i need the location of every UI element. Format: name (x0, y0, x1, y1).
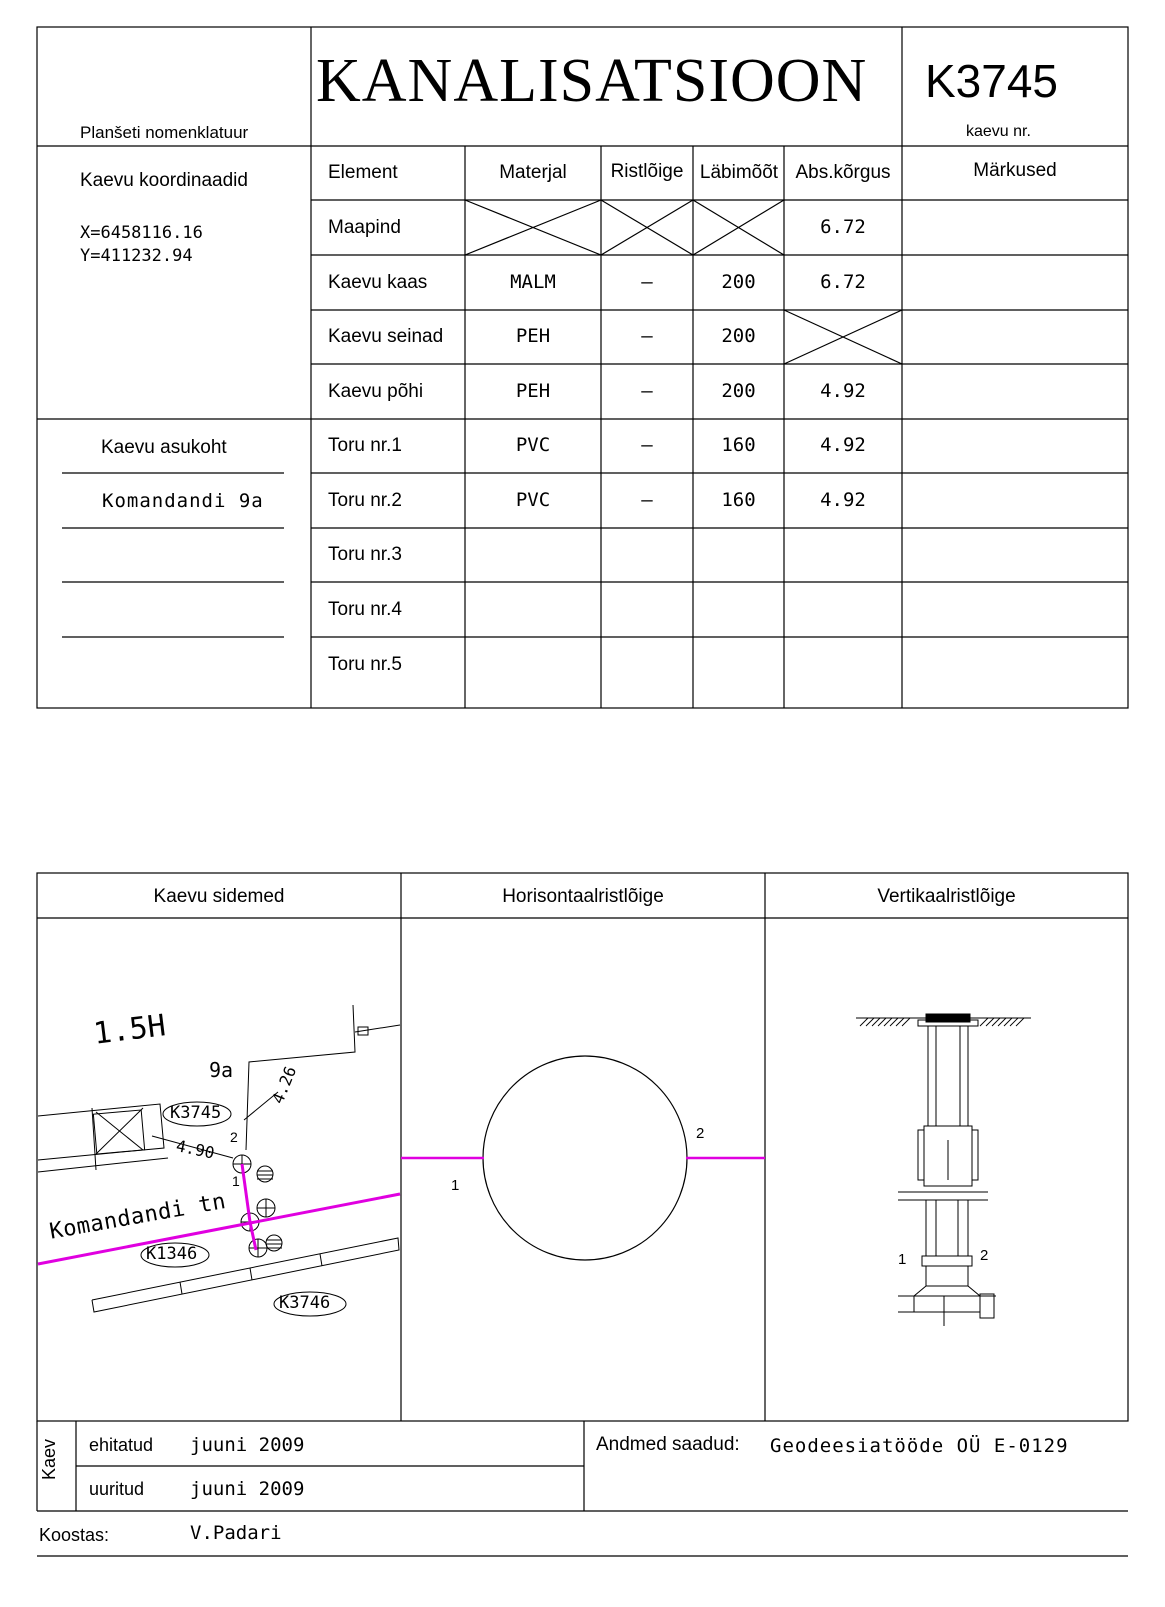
map-distance-2: 4.90 (174, 1136, 217, 1163)
table-cell-labimoot: 160 (721, 434, 756, 456)
col-header-materjal: Materjal (499, 162, 567, 183)
map-well-main: K3745 (170, 1103, 222, 1123)
table-cell-abs: 4.92 (820, 380, 866, 402)
table-cell-abs: 6.72 (820, 216, 866, 238)
vertical-section (856, 1014, 1031, 1326)
map-pipe-2-label: 2 (230, 1129, 238, 1145)
site-plan (38, 1005, 400, 1316)
table-cell-materjal: PEH (515, 325, 551, 347)
table-cell-labimoot: 200 (721, 380, 756, 402)
horizontal-section (401, 1056, 765, 1260)
table-cell-element: Kaevu põhi (328, 381, 424, 402)
table-cell-abs: 4.92 (820, 434, 866, 456)
map-well-k3746: K3746 (279, 1293, 331, 1313)
footer-author-value: V.Padari (190, 1522, 282, 1544)
table-cell-labimoot: 160 (721, 489, 756, 511)
table-cell-ristloige: – (641, 434, 653, 456)
footer-source-label: Andmed saadud: (596, 1434, 740, 1455)
vsection-pipe-1-label: 1 (898, 1251, 907, 1268)
col-header-markused: Märkused (973, 160, 1057, 181)
map-street-name: Komandandi tn (47, 1189, 228, 1245)
col-header-labimoot: Läbimõõt (699, 162, 779, 183)
footer-kaev-label: Kaev (39, 1438, 59, 1480)
table-cell-element: Toru nr.2 (328, 490, 402, 511)
location-label: Kaevu asukoht (101, 437, 227, 458)
map-zone-label: 1.5H (91, 1008, 168, 1052)
map-distance-1: 4.26 (268, 1063, 301, 1107)
table-cell-element: Maapind (328, 217, 401, 238)
footer-surveyed-label: uuritud (89, 1479, 145, 1499)
footer-source-value: Geodeesiatööde OÜ E-0129 (770, 1435, 1069, 1457)
table-cell-element: Toru nr.3 (328, 544, 402, 565)
col-header-abs-korgus: Abs.kõrgus (795, 162, 891, 183)
map-pipe-1-label: 1 (232, 1173, 240, 1189)
table-cell-ristloige: – (641, 380, 653, 402)
footer-built-label: ehitatud (89, 1435, 154, 1455)
section-header-horisontaal: Horisontaalristlõige (502, 886, 664, 907)
table-cell-element: Kaevu seinad (328, 326, 444, 347)
table-cell-ristloige: – (641, 325, 653, 347)
section-header-vertikaal: Vertikaalristlõige (877, 886, 1016, 907)
document-title: KANALISATSIOON (316, 47, 868, 115)
map-house-number: 9a (209, 1058, 234, 1082)
location-line-1: Komandandi 9a (102, 490, 264, 512)
footer-author-label: Koostas: (39, 1525, 110, 1545)
well-id-caption: kaevu nr. (966, 123, 1031, 140)
table-cell-materjal: MALM (510, 271, 556, 293)
col-header-element: Element (328, 162, 398, 183)
table-cell-abs: 4.92 (820, 489, 866, 511)
table-cell-element: Toru nr.5 (328, 654, 402, 675)
table-cell-element: Kaevu kaas (328, 272, 428, 293)
nomenklatuur-label: Planšeti nomenklatuur (80, 123, 249, 142)
table-cell-labimoot: 200 (721, 271, 756, 293)
footer-built-value: juuni 2009 (190, 1434, 305, 1456)
table-cell-ristloige: – (641, 271, 653, 293)
table-cell-ristloige: – (641, 489, 653, 511)
well-id: K3745 (925, 55, 1059, 107)
map-well-k1346: K1346 (146, 1244, 198, 1264)
table-cell-materjal: PEH (515, 380, 551, 402)
footer-surveyed-value: juuni 2009 (190, 1478, 305, 1500)
table-cell-labimoot: 200 (721, 325, 756, 347)
table-cell-abs: 6.72 (820, 271, 866, 293)
section-header-sidemed: Kaevu sidemed (153, 886, 285, 907)
hsection-pipe-2-label: 2 (696, 1125, 705, 1142)
vsection-pipe-2-label: 2 (980, 1247, 989, 1264)
table-cell-materjal: PVC (515, 434, 551, 456)
table-cell-materjal: PVC (515, 489, 551, 511)
coord-x: X=6458116.16 (80, 223, 203, 243)
col-header-ristloige: Ristlõige (610, 161, 684, 182)
coords-label: Kaevu koordinaadid (80, 170, 248, 191)
table-cell-element: Toru nr.1 (328, 435, 402, 456)
coord-y: Y=411232.94 (80, 246, 193, 266)
hsection-pipe-1-label: 1 (451, 1177, 460, 1194)
table-cell-element: Toru nr.4 (328, 599, 402, 620)
